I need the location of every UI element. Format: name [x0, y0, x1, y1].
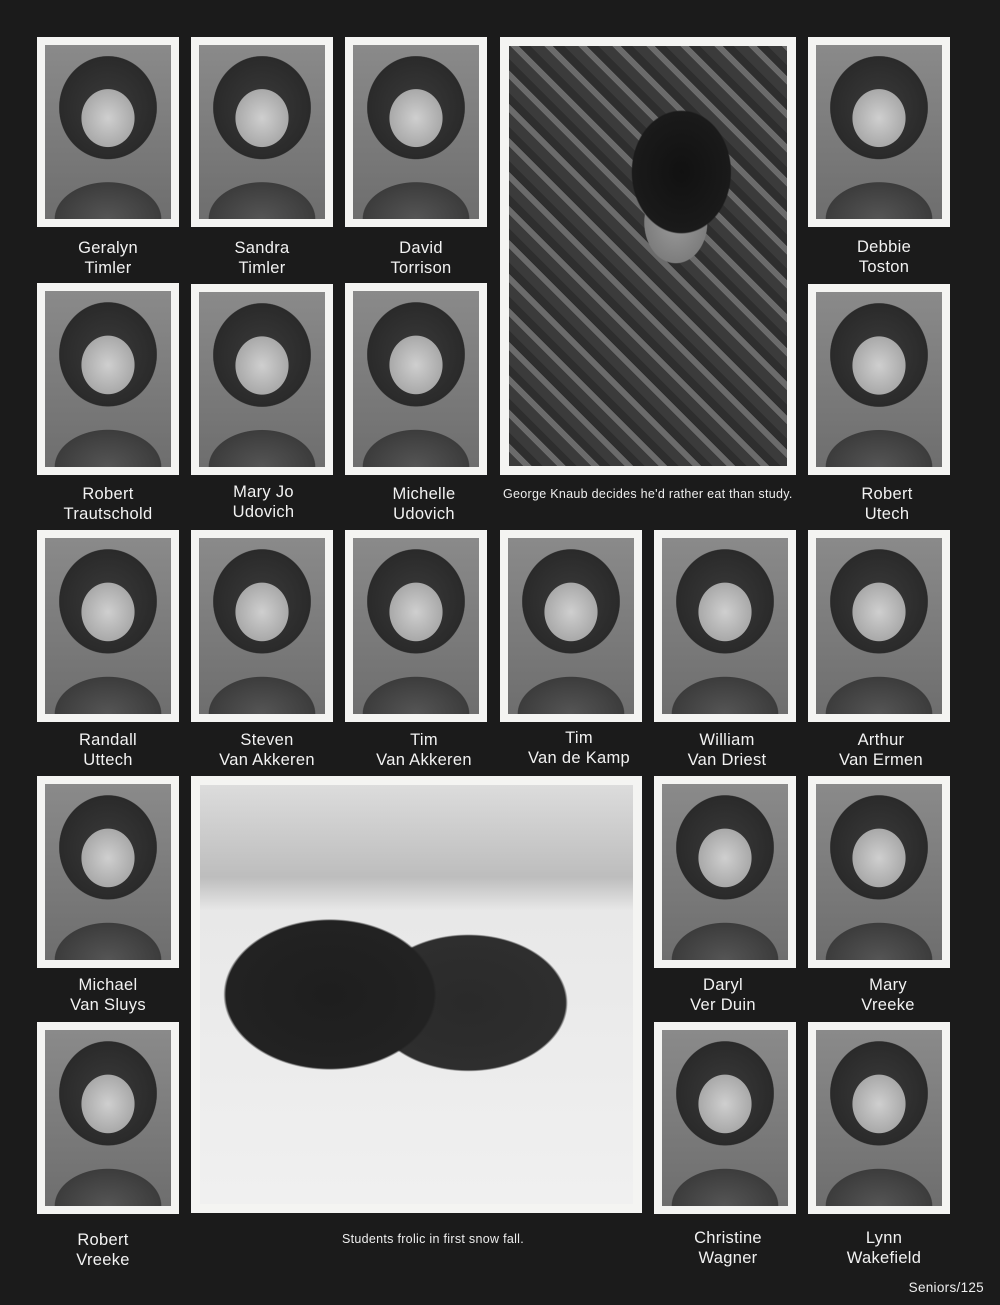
student-name: Daryl Ver Duin — [690, 976, 756, 1014]
student-name: Michael Van Sluys — [70, 976, 146, 1014]
portrait-photo — [345, 283, 487, 475]
student-name: Robert Utech — [861, 485, 913, 523]
portrait-photo — [191, 37, 333, 227]
student-name: Arthur Van Ermen — [838, 731, 923, 769]
student-name: Tim Van de Kamp — [527, 729, 631, 767]
portrait-photo — [654, 776, 796, 968]
portrait-photo — [808, 1022, 950, 1214]
student-name: Steven Van Akkeren — [219, 731, 315, 769]
portrait-photo — [345, 37, 487, 227]
student-name: Tim Van Akkeren — [376, 731, 472, 769]
portrait-photo — [808, 284, 950, 475]
portrait-photo — [37, 37, 179, 227]
page-folio: Seniors/125 — [908, 1280, 984, 1295]
student-name: Mary Vreeke — [861, 976, 915, 1014]
student-name: Michelle Udovich — [392, 485, 456, 523]
student-name: Debbie Toston — [856, 238, 912, 276]
student-name: Geralyn Timler — [78, 239, 138, 277]
student-name: David Torrison — [390, 239, 452, 277]
portrait-photo — [808, 530, 950, 722]
portrait-photo — [808, 37, 950, 227]
student-name: Mary Jo Udovich — [232, 483, 295, 521]
student-name: Christine Wagner — [694, 1229, 762, 1267]
portrait-photo — [654, 1022, 796, 1214]
portrait-photo — [500, 530, 642, 722]
student-name: William Van Driest — [687, 731, 767, 769]
portrait-photo — [37, 530, 179, 722]
photo-caption: Students frolic in first snow fall. — [341, 1232, 525, 1246]
student-name: Randall Uttech — [78, 731, 138, 769]
portrait-photo — [345, 530, 487, 722]
student-name: Sandra Timler — [234, 239, 290, 277]
portrait-photo — [191, 284, 333, 475]
portrait-photo — [654, 530, 796, 722]
student-name: Robert Trautschold — [63, 485, 153, 523]
candid-photo-snow — [191, 776, 642, 1213]
portrait-photo — [37, 283, 179, 475]
student-name: Lynn Wakefield — [846, 1229, 922, 1267]
portrait-photo — [191, 530, 333, 722]
portrait-photo — [37, 1022, 179, 1214]
portrait-photo — [808, 776, 950, 968]
photo-caption: George Knaub decides he'd rather eat than study. — [503, 487, 793, 501]
portrait-photo — [37, 776, 179, 968]
student-name: Robert Vreeke — [76, 1231, 130, 1269]
candid-photo-lunch — [500, 37, 796, 475]
